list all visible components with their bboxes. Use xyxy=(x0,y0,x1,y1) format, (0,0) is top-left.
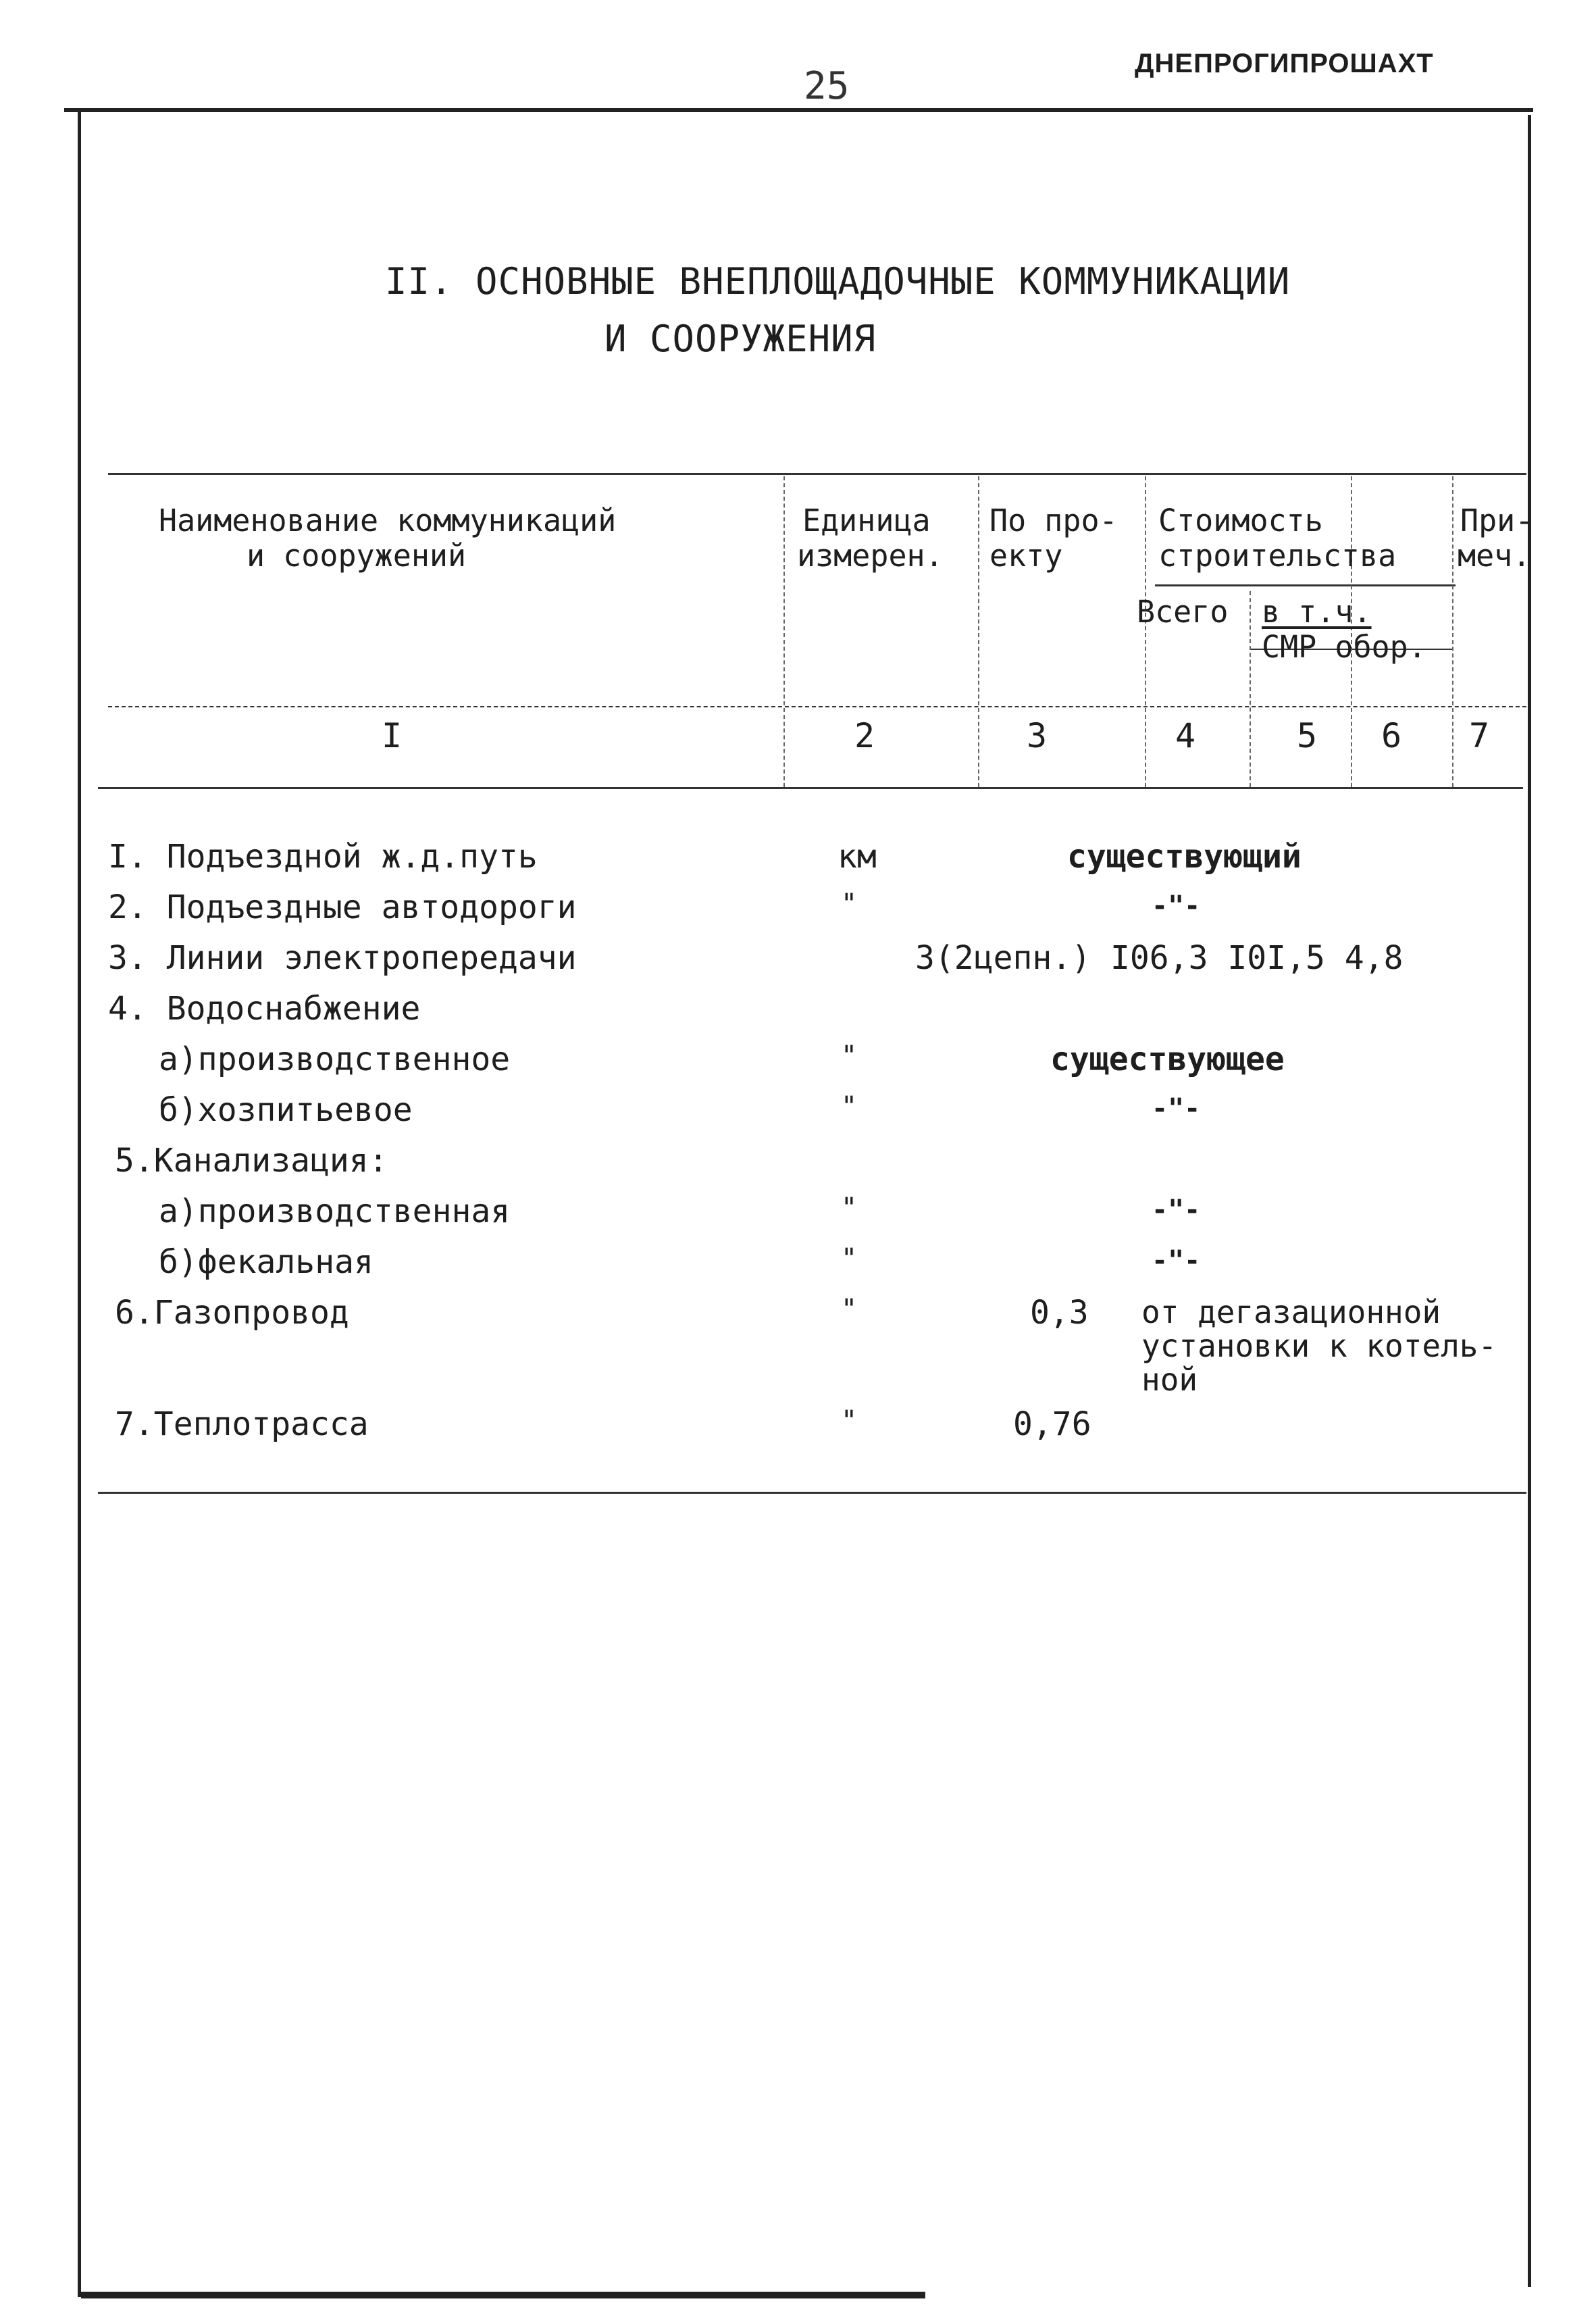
col-sep-4 xyxy=(1250,591,1251,787)
cost-underline xyxy=(1155,584,1456,586)
frame-top-border xyxy=(64,108,1533,112)
frame-right-border xyxy=(1528,115,1531,2287)
frame-left-border xyxy=(78,108,81,2297)
table-row-value: -"- xyxy=(1152,1093,1201,1124)
page-number: 25 xyxy=(804,64,850,108)
column-number: 5 xyxy=(1297,716,1318,755)
column-number: 2 xyxy=(854,716,875,755)
table-row-name: 2. Подъездные автодороги xyxy=(108,888,577,926)
table-row-name: 5.Канализация: xyxy=(115,1142,388,1180)
table-row-name: 7.Теплотрасса xyxy=(115,1405,369,1443)
header-project-line2: екту xyxy=(989,538,1063,574)
table-row-note: от дегазационной xyxy=(1141,1294,1441,1330)
table-row-name: а)производственное xyxy=(159,1040,511,1078)
table-row-name: I. Подъездной ж.д.путь xyxy=(108,838,538,876)
header-project-line1: По про- xyxy=(989,503,1118,538)
header-name-line2: и сооружений xyxy=(247,538,467,574)
table-row-value: 0,76 xyxy=(1013,1405,1091,1443)
section-title-line1: II. ОСНОВНЫЕ ВНЕПЛОЩАДОЧНЫЕ КОММУНИКАЦИИ xyxy=(385,260,1291,303)
table-row-name: 3. Линии электропередачи xyxy=(108,939,577,977)
table-row-value: существующее xyxy=(1050,1040,1285,1078)
header-incl: в т.ч. xyxy=(1262,594,1372,630)
table-row-value: существующий xyxy=(1067,838,1302,876)
column-number: I xyxy=(382,716,403,755)
table-row-unit: " xyxy=(841,1243,858,1274)
header-cost-line1: Стоимость xyxy=(1158,503,1323,538)
table-row-unit: " xyxy=(841,1192,858,1224)
table-row-value: -"- xyxy=(1152,1245,1201,1276)
col-sep-1 xyxy=(783,476,785,787)
table-bottom-rule xyxy=(98,1492,1526,1494)
column-number: 6 xyxy=(1381,716,1402,755)
table-row-unit: " xyxy=(841,1091,858,1122)
table-row-value: 3(2цепн.) I06,3 I0I,5 4,8 xyxy=(915,939,1404,977)
header-bottom-rule xyxy=(108,706,1526,707)
header-note-line1: При- xyxy=(1460,503,1534,538)
table-top-rule xyxy=(108,473,1526,475)
col-sep-3 xyxy=(1145,476,1146,787)
header-smr-obor: СМР обор. xyxy=(1262,629,1426,665)
table-row-value: 0,3 xyxy=(1030,1294,1089,1332)
table-row-unit: " xyxy=(841,1294,858,1325)
table-row-value: -"- xyxy=(1152,1194,1201,1226)
header-name-line1: Наименование коммуникаций xyxy=(159,503,617,538)
column-number-rule xyxy=(98,787,1523,789)
column-number: 7 xyxy=(1469,716,1490,755)
table-row-unit: " xyxy=(841,1405,858,1436)
table-row-unit: км xyxy=(838,838,877,876)
header-unit-line1: Единица xyxy=(802,503,931,538)
header-total: Всего xyxy=(1137,594,1229,630)
column-number: 4 xyxy=(1175,716,1196,755)
table-row-name: а)производственная xyxy=(159,1192,511,1230)
table-row-note: установки к котель- xyxy=(1141,1328,1497,1364)
table-row-value: -"- xyxy=(1152,890,1201,922)
table-row-name: 4. Водоснабжение xyxy=(108,990,421,1028)
table-row-name: 6.Газопровод xyxy=(115,1294,349,1332)
col-sep-6 xyxy=(1452,476,1453,787)
header-unit-line2: измерен. xyxy=(797,538,944,574)
section-title-line2: И СООРУЖЕНИЯ xyxy=(604,318,877,360)
col-sep-2 xyxy=(978,476,979,787)
table-row-note: ной xyxy=(1141,1361,1198,1398)
table-row-unit: " xyxy=(841,888,858,920)
column-number: 3 xyxy=(1027,716,1048,755)
table-row-name: б)хозпитьевое xyxy=(159,1091,413,1129)
organization-stamp: ДНЕПРОГИПРОШАХТ xyxy=(1135,49,1434,78)
frame-bottom-border xyxy=(81,2292,925,2298)
header-note-line2: меч. xyxy=(1458,538,1531,574)
header-cost-line2: строительства xyxy=(1158,538,1397,574)
table-row-unit: " xyxy=(841,1040,858,1072)
table-row-name: б)фекальная xyxy=(159,1243,374,1281)
